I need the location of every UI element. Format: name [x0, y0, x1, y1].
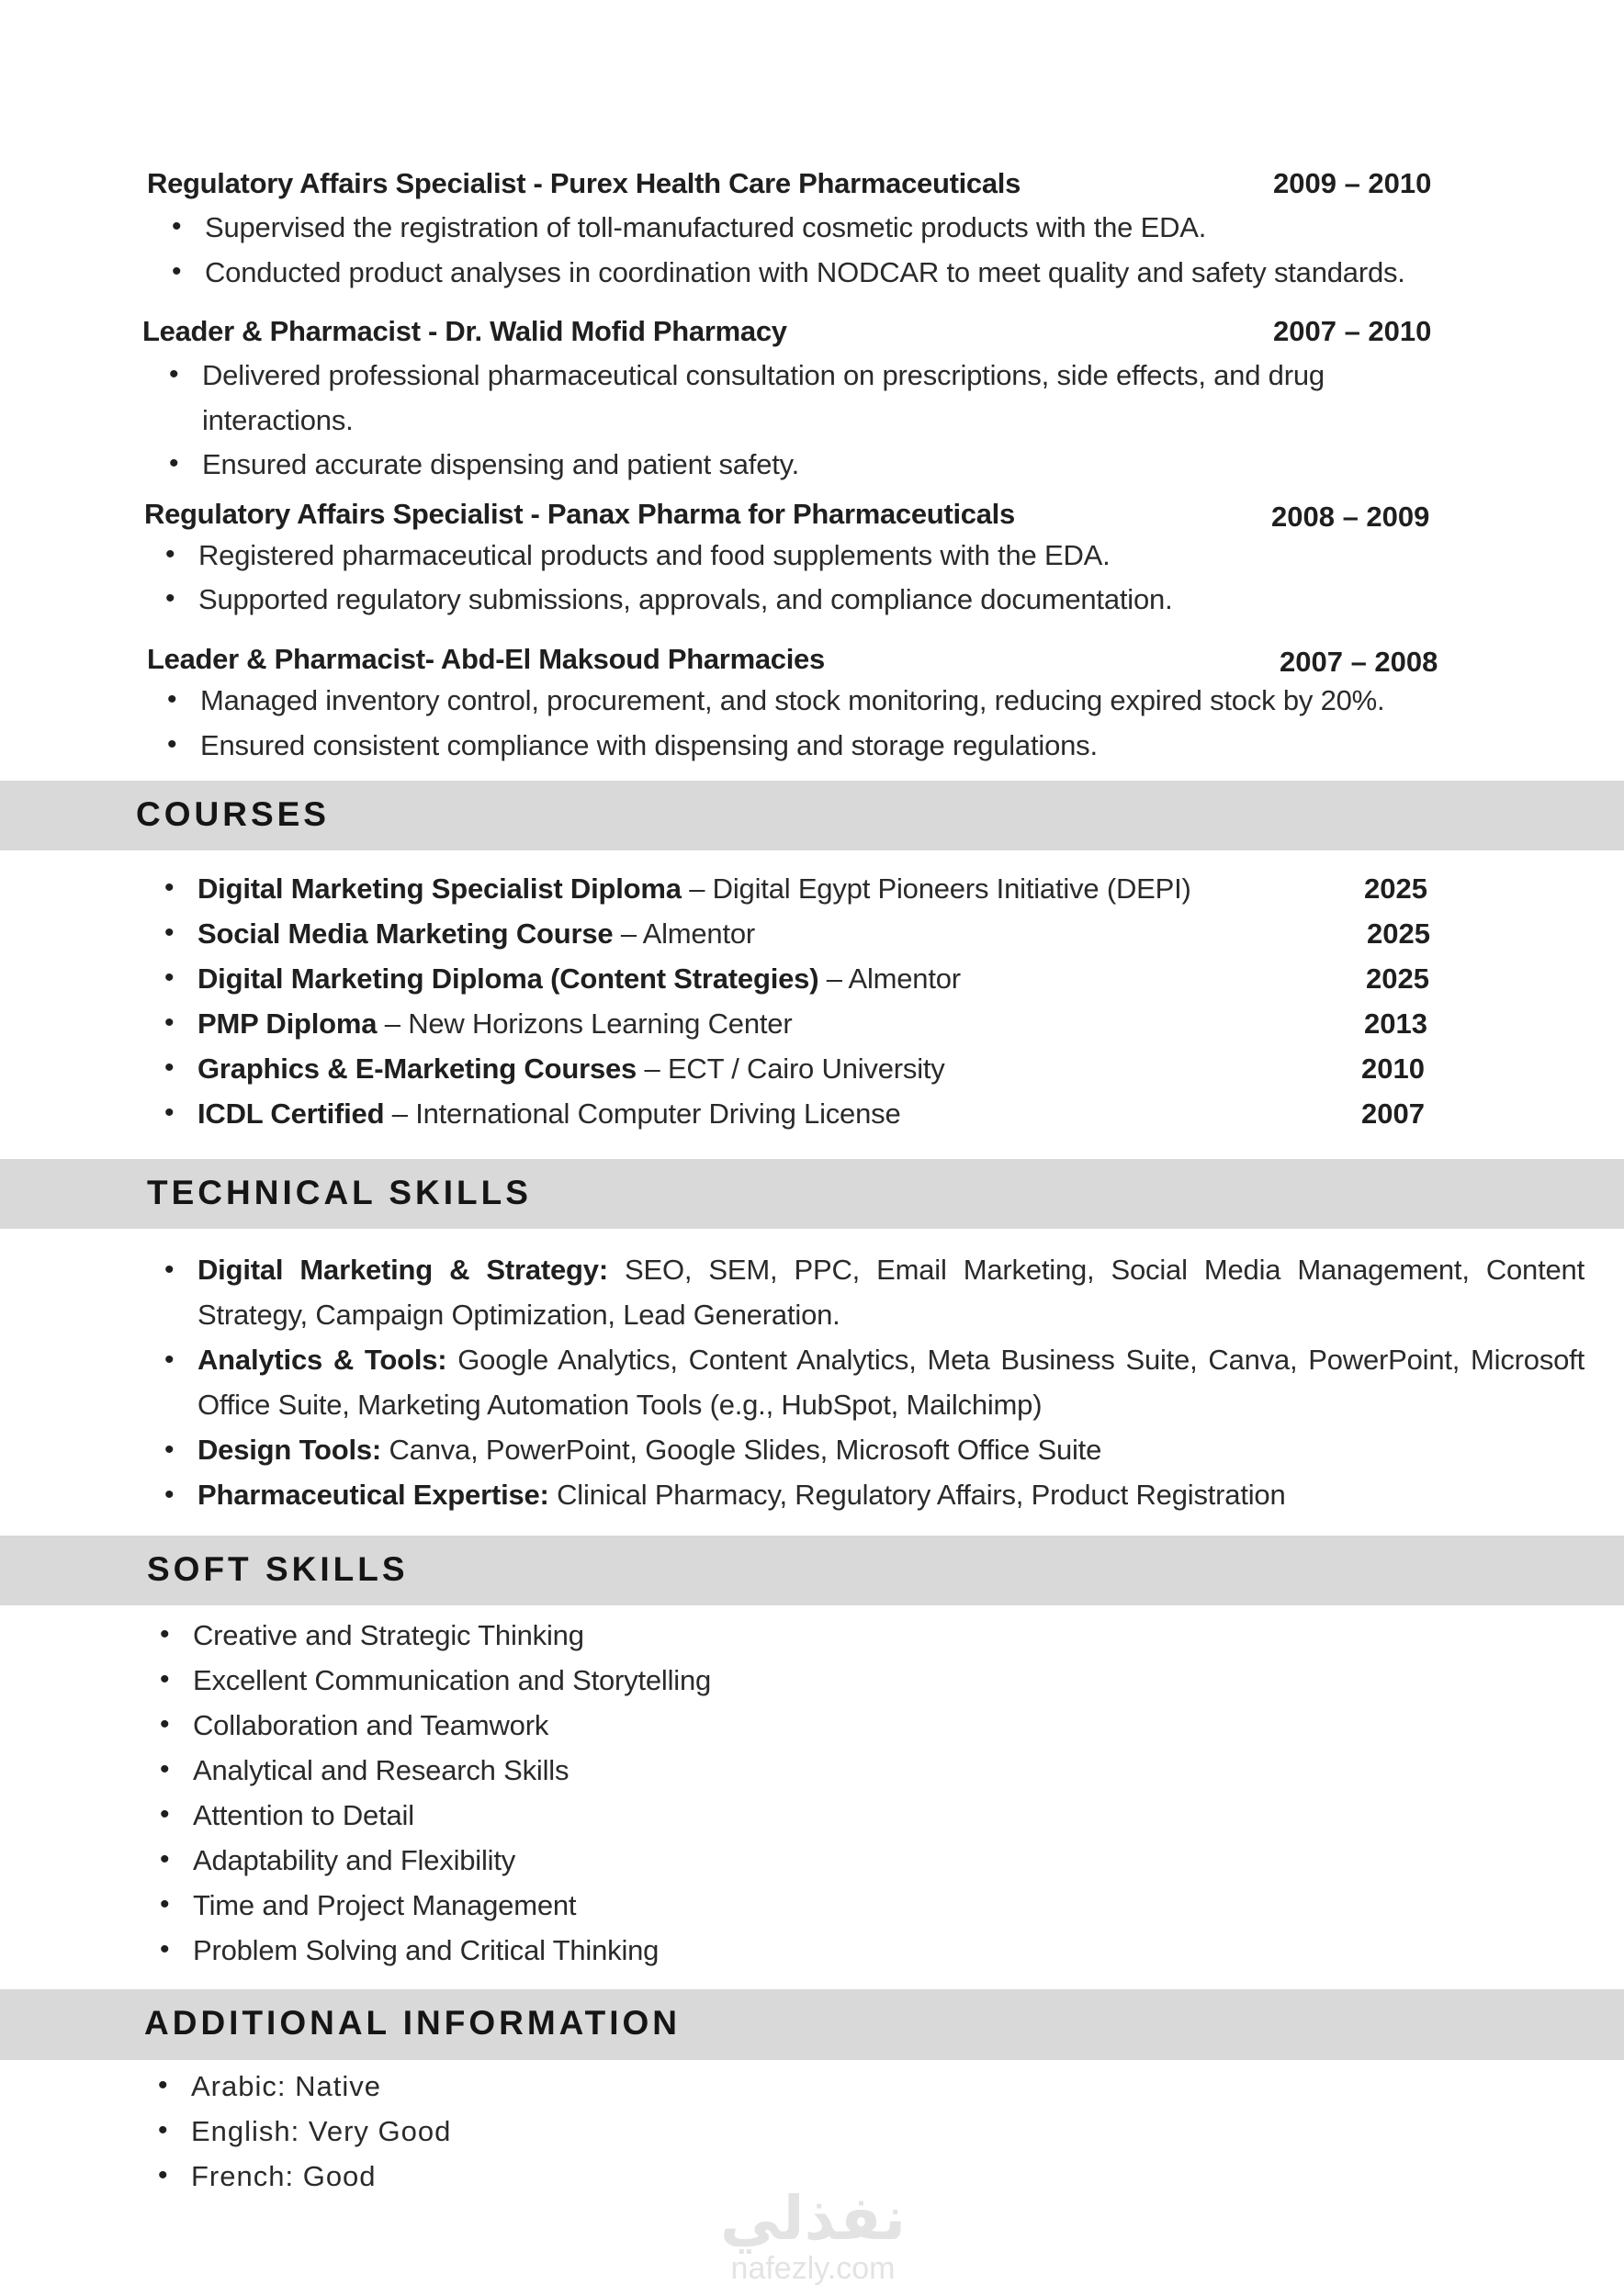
soft-skills-header-band [0, 1536, 1624, 1605]
job-bullet: • Conducted product analyses in coordination with NODCAR to meet quality and safety standards. [205, 256, 1405, 289]
job-bullet: • Ensured accurate dispensing and patient safety. [202, 448, 799, 481]
job-dates: 2008 – 2009 [1271, 501, 1430, 533]
job-bullet: • Delivered professional pharmaceutical consultation on prescriptions, side effects, and drug [202, 359, 1325, 392]
soft-skill-item: • Excellent Communication and Storytelling [193, 1664, 711, 1697]
course-year: 2013 [1364, 1007, 1427, 1040]
course-name: Digital Marketing Specialist Diploma [197, 872, 682, 905]
course-year: 2025 [1366, 962, 1429, 995]
job-title: Leader & Pharmacist - Dr. Walid Mofid Pharmacy [142, 315, 787, 347]
skill-text: Canva, PowerPoint, Google Slides, Microsoft Office Suite [381, 1434, 1102, 1466]
skill-text: SEO, SEM, PPC, Email Marketing, Social Media Management, Content Strategy, Campaign Optimization, Lead Generation. [197, 1254, 1585, 1331]
job-title: Leader & Pharmacist- Abd-El Maksoud Pharmacies [147, 643, 825, 675]
courses-heading: COURSES [136, 795, 330, 833]
soft-skill-item: • Analytical and Research Skills [193, 1754, 569, 1787]
course-item [197, 1052, 945, 1086]
technical-skill-item [197, 1337, 1585, 1427]
job-dates: 2007 – 2008 [1280, 646, 1438, 678]
job-bullet: • Registered pharmaceutical products and food supplements with the EDA. [198, 539, 1111, 572]
course-provider: – New Horizons Learning Center [377, 1007, 793, 1040]
course-name: Graphics & E-Marketing Courses [197, 1052, 637, 1085]
technical-skills-heading: TECHNICAL SKILLS [147, 1174, 532, 1211]
course-year: 2025 [1367, 917, 1430, 950]
job-bullet: • Managed inventory control, procurement, and stock monitoring, reducing expired stock by 20%. [200, 684, 1384, 717]
soft-skill-item: • Creative and Strategic Thinking [193, 1619, 584, 1652]
course-year: 2007 [1361, 1097, 1425, 1130]
course-year: 2010 [1361, 1052, 1425, 1085]
soft-skill-item: • Adaptability and Flexibility [193, 1844, 515, 1877]
skill-text: Google Analytics, Content Analytics, Meta Business Suite, Canva, PowerPoint, Microsoft Office Suite, Marketing Automation Tools (e.g., HubSpot, Mailchimp) [197, 1344, 1585, 1421]
course-item [197, 917, 755, 951]
technical-skills-header-band [0, 1159, 1624, 1229]
soft-skills-heading: SOFT SKILLS [147, 1550, 409, 1588]
job-bullet: • Supervised the registration of toll-manufactured cosmetic products with the EDA. [205, 211, 1206, 244]
course-provider: – Almentor [818, 962, 961, 995]
job-bullet-continuation: interactions. [202, 404, 354, 436]
skill-label: Pharmaceutical Expertise: [197, 1479, 549, 1511]
skill-text: Clinical Pharmacy, Regulatory Affairs, Product Registration [548, 1479, 1286, 1511]
technical-skill-item [197, 1247, 1585, 1337]
course-name: PMP Diploma [197, 1007, 378, 1040]
technical-skill-item [197, 1472, 1585, 1517]
watermark-latin: nafezly.com [730, 2251, 896, 2286]
language-item: • French: Good [191, 2160, 377, 2193]
language-item: • English: Very Good [191, 2115, 451, 2148]
soft-skill-item: • Collaboration and Teamwork [193, 1709, 548, 1742]
course-provider: – International Computer Driving License [384, 1097, 901, 1130]
course-item [197, 962, 961, 996]
course-item [197, 872, 1191, 906]
course-year: 2025 [1364, 872, 1427, 905]
additional-info-header-band [0, 1989, 1624, 2060]
course-item [197, 1007, 792, 1041]
soft-skill-item: • Attention to Detail [193, 1799, 414, 1832]
watermark-arabic: نفذلي [720, 2183, 906, 2254]
technical-skill-item [197, 1427, 1585, 1472]
course-name: Social Media Marketing Course [197, 917, 614, 950]
soft-skill-item: • Time and Project Management [193, 1889, 576, 1922]
job-dates: 2007 – 2010 [1273, 315, 1432, 347]
job-bullet: • Supported regulatory submissions, approvals, and compliance documentation. [198, 583, 1172, 616]
soft-skill-item: • Problem Solving and Critical Thinking [193, 1934, 659, 1967]
watermark-logo [707, 2183, 919, 2286]
additional-info-heading: ADDITIONAL INFORMATION [144, 2004, 682, 2042]
course-provider: – ECT / Cairo University [637, 1052, 945, 1085]
course-provider: – Digital Egypt Pioneers Initiative (DEPI) [681, 872, 1191, 905]
course-name: Digital Marketing Diploma (Content Strategies) [197, 962, 819, 995]
course-name: ICDL Certified [197, 1097, 385, 1130]
language-item: • Arabic: Native [191, 2070, 381, 2103]
skill-label: Digital Marketing & Strategy: [197, 1254, 608, 1286]
job-dates: 2009 – 2010 [1273, 167, 1432, 199]
job-title: Regulatory Affairs Specialist - Panax Pharma for Pharmaceuticals [144, 498, 1015, 530]
job-bullet: • Ensured consistent compliance with dispensing and storage regulations. [200, 729, 1098, 762]
skill-label: Design Tools: [197, 1434, 382, 1466]
skill-label: Analytics & Tools: [197, 1344, 447, 1376]
courses-header-band [0, 781, 1624, 850]
course-provider: – Almentor [613, 917, 756, 950]
job-title: Regulatory Affairs Specialist - Purex Health Care Pharmaceuticals [147, 167, 1021, 199]
course-item [197, 1097, 900, 1131]
